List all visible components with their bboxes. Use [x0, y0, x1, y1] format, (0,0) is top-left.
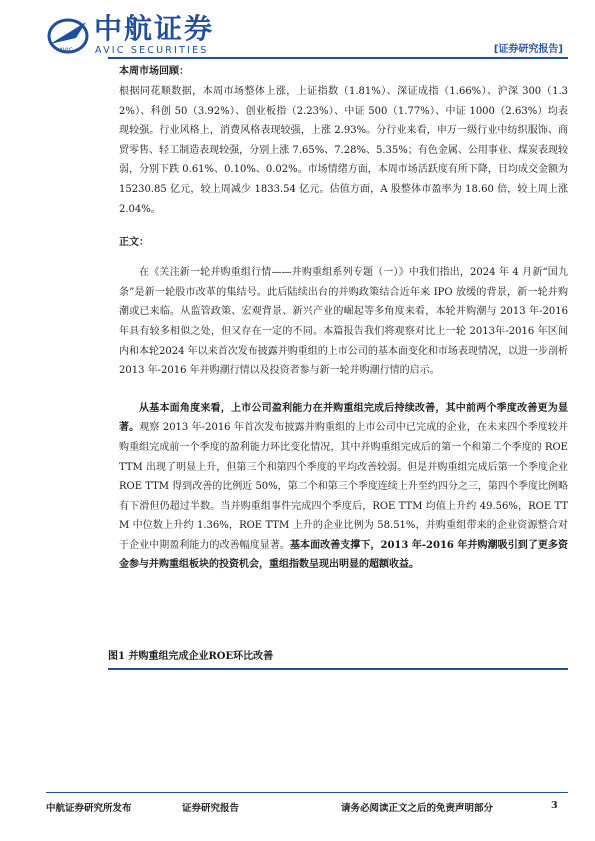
footer-publisher: 中航证券研究所发布 — [46, 803, 132, 814]
svg-text:AVIC: AVIC — [59, 47, 73, 54]
review-paragraph: 根据同花顺数据，本周市场整体上涨，上证指数（1.81%）、深证成指（1.66%）、沪深 300（1.32%）、科创 50（3.92%）、创业板指（2.23%）、中证 500（1.77%）、中证 1000（2.63%）均表现较强。行业风格上，消费风格表现较强，上涨 2.93%。分行业来看，申万一级行业中纺织服饰、商贸零售、轻工制造表现较强，分别上涨 7.65%、7.28%、5.35%；有色金属、公用事业、煤炭表现较弱，分别下跌 0.61%、0.10%、0.02%。市场情绪方面，本周市场活跃度有所下降，日均成交金额为 15230.85 亿元，较上周减少 1833.54 亿元。估值方面，A 股整体市盈率为 18.60 倍，较上周上涨 2.04%。 — [119, 86, 568, 215]
body-heading: 正文： — [119, 237, 149, 249]
main-content — [119, 62, 568, 575]
review-heading: 本周市场回顾： — [119, 66, 189, 77]
logo-english-name: AVIC SECURITIES — [95, 45, 209, 56]
footer-report-type: 证券研究报告 — [182, 803, 240, 814]
body-paragraph-1: 在《关注新一轮并购重组行情——并购重组系列专题（一）》中我们指出，2024 年 4 月新“国九条”是新一轮股市改革的集结号。此后陆续出台的并购政策结合近年来 IPO 放缓的背景，新一轮并购潮或已来临。从监管政策、宏观背景、新兴产业的崛起等多角度来看，本轮并购潮与 2013 年-2016 年具有较多相似之处，但又存在一定的不同。本篇报告我们将观察对比上一轮 2013年-2016 年区间内和本轮2024 年以来首次发布披露并购重组的上市公司的基本面变化和市场表现情况，以进一步剖析 2013 年-2016 年并购潮行情以及投资者参与新一轮并购潮行情的启示。 — [119, 267, 568, 377]
report-type-tag: [证券研究报告] — [493, 44, 563, 55]
company-logo — [46, 14, 216, 56]
page-number: 3 — [551, 800, 558, 811]
figure-title: 图1 并购重组完成企业ROE环比改善 — [108, 650, 568, 670]
logo-chinese-name: 中航证券 — [94, 12, 215, 45]
paragraph-2-bold-tail: 基本面改善支撑下，2013 年-2016 年并购潮吸引到了更多资金参与并购重组板块的投资机会，重组指数呈现出明显的超额收益。 — [119, 539, 568, 571]
paragraph-2-text: 观察 2013 年-2016 年首次发布披露并购重组的上市公司中已完成的企业，在未来四个季度较并购重组完成前一个季度的盈利能力环比变化情况，其中并购重组完成后的第一个和第二个季度的 ROE TTM 出现了明显上升，但第三个和第四个季度的平均改善较弱。但是并购重组完成后第一个季度企业 ROE TTM 得到改善的比例近 50%，第二个和第三个季度连续上升至约四分之三，第四个季度比例略有下滑但仍超过半数。当并购重组事件完成四个季度后，ROE TTM 均值上升约 49.56%，ROE TTM 中位数上升约 1.36%，ROE TTM 上升的企业比例为 58.51%，并购重组带来的企业资源整合对于企业中期盈利能力的改善幅度显著。 — [119, 422, 568, 551]
header-divider — [108, 57, 568, 59]
body-paragraph-2 — [119, 399, 568, 575]
page-header — [0, 0, 595, 62]
footer-divider — [46, 792, 568, 793]
paragraph-2-bold-lead: 从基本面角度来看，上市公司盈利能力在并购重组完成后持续改善，其中前两个季度改善更为显著。 — [119, 402, 568, 434]
footer-disclaimer: 请务必阅读正文之后的免责声明部分 — [341, 803, 494, 814]
avic-logo-icon — [46, 14, 90, 56]
